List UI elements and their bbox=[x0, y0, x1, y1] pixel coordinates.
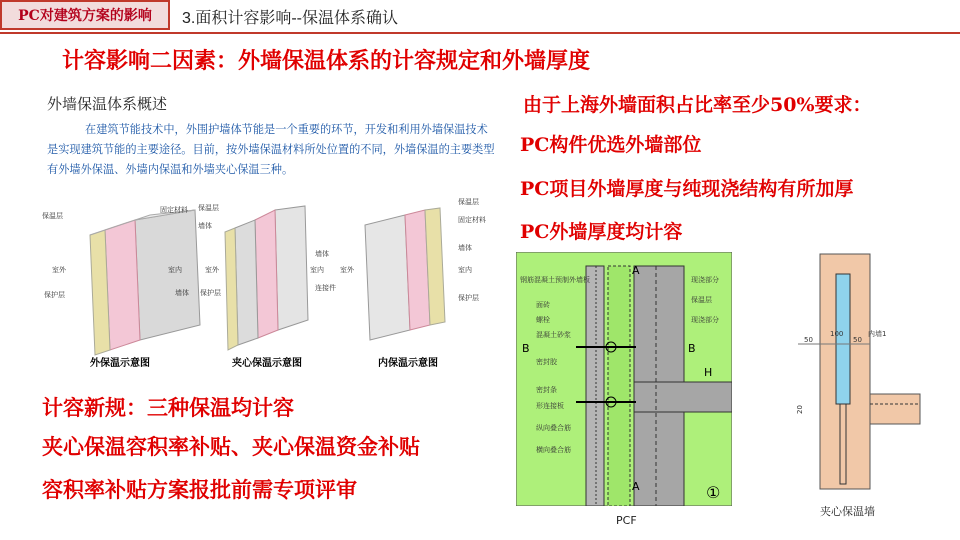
pcf-label: 保温层 bbox=[691, 296, 712, 304]
pcf-label: 横向叠合筋 bbox=[536, 446, 571, 454]
sandwich-label: 室内 bbox=[310, 266, 324, 274]
pcf-label: 面砖 bbox=[536, 301, 550, 309]
external-label: 保护层 bbox=[44, 291, 65, 299]
external-label: 保温层 bbox=[42, 212, 63, 220]
pcf-label: 形连接板 bbox=[536, 402, 564, 410]
sandwich-insulation-diagram bbox=[198, 203, 336, 369]
pcf-label: 纵向叠合筋 bbox=[536, 424, 571, 432]
right-point-4: PC外墙厚度均计容 bbox=[520, 221, 683, 243]
sandwich-wall-caption: 夹心保温墙 bbox=[820, 505, 875, 518]
pcf-detail-drawing bbox=[516, 252, 732, 506]
internal-label: 墙体 bbox=[458, 244, 472, 252]
pcf-label: 钢筋混凝土预制外墙板 bbox=[520, 276, 590, 284]
pcf-caption: PCF bbox=[616, 514, 637, 527]
sandwich-label: 保温层 bbox=[198, 204, 219, 212]
right-point-2: PC构件优选外墙部位 bbox=[520, 134, 702, 156]
pcf-label: 混凝土砂浆 bbox=[536, 331, 571, 339]
external-insulation-diagram bbox=[42, 205, 200, 369]
section-mark: B bbox=[522, 342, 530, 355]
pcf-label: 现浇部分 bbox=[691, 316, 719, 324]
section-mark: B bbox=[688, 342, 696, 355]
main-title: 计容影响二因素：外墙保温体系的计容规定和外墙厚度 bbox=[62, 48, 591, 74]
sandwich-label: 墙体 bbox=[198, 222, 212, 230]
sandwich-dim: 20 bbox=[796, 405, 804, 414]
internal-label: 室外 bbox=[340, 266, 354, 274]
section-mark: A bbox=[632, 480, 640, 493]
sandwich-label: 连接件 bbox=[315, 284, 336, 292]
external-caption: 外保温示意图 bbox=[90, 358, 150, 369]
header-tag: PC对建筑方案的影响 bbox=[0, 0, 170, 30]
overview-paragraph: 在建筑节能技术中，外围护墙体节能是一个重要的环节，开发和利用外墙保温技术是实现建筑节能的主要途径。目前，按外墙保温材料所处位置的不同，外墙保温的主要类型有外墙外保温、外墙内保温和外墙夹心保温三种。 bbox=[47, 123, 495, 176]
sandwich-label: 墙体 bbox=[315, 250, 329, 258]
external-label: 固定材料 bbox=[160, 206, 188, 214]
detail-index: ① bbox=[706, 483, 721, 502]
internal-insulation-diagram bbox=[340, 197, 486, 369]
sandwich-label: 室外 bbox=[205, 266, 219, 274]
internal-label: 室内 bbox=[458, 266, 472, 274]
h-mark: H bbox=[704, 366, 713, 379]
pcf-label: 螺栓 bbox=[536, 316, 550, 324]
overview-title: 外墙保温体系概述 bbox=[47, 95, 168, 113]
sandwich-caption: 夹心保温示意图 bbox=[232, 358, 302, 369]
internal-label: 保护层 bbox=[458, 294, 479, 302]
sandwich-label: 保护层 bbox=[200, 289, 221, 297]
section-mark: A bbox=[632, 264, 640, 277]
right-point-1: 由于上海外墙面积占比率至少50%要求： bbox=[523, 94, 872, 116]
external-label: 墙体 bbox=[175, 289, 189, 297]
pcf-label: 密封胶 bbox=[536, 358, 557, 366]
sandwich-dim: 50 bbox=[804, 336, 813, 344]
sandwich-dim: 100 bbox=[830, 330, 844, 338]
bottom-point-3: 容积率补贴方案报批前需专项评审 bbox=[42, 477, 357, 502]
pcf-label: 密封条 bbox=[536, 386, 557, 394]
sandwich-side-label: 内墙1 bbox=[868, 330, 887, 338]
external-label: 室内 bbox=[168, 266, 182, 274]
insulation-diagrams bbox=[40, 190, 500, 370]
header-rule bbox=[0, 32, 960, 34]
internal-caption: 内保温示意图 bbox=[378, 358, 438, 369]
section-title: 3.面积计容影响--保温体系确认 bbox=[182, 10, 399, 27]
internal-label: 固定材料 bbox=[458, 216, 486, 224]
pcf-label: 现浇部分 bbox=[691, 276, 719, 284]
sandwich-wall-drawing bbox=[778, 244, 946, 494]
bottom-point-2: 夹心保温容积率补贴、夹心保温资金补贴 bbox=[42, 434, 420, 459]
right-point-3: PC项目外墙厚度与纯现浇结构有所加厚 bbox=[520, 178, 854, 200]
sandwich-dim: 50 bbox=[853, 336, 862, 344]
internal-label: 保温层 bbox=[458, 198, 479, 206]
bottom-point-1: 计容新规：三种保温均计容 bbox=[42, 395, 294, 420]
external-label: 室外 bbox=[52, 266, 66, 274]
